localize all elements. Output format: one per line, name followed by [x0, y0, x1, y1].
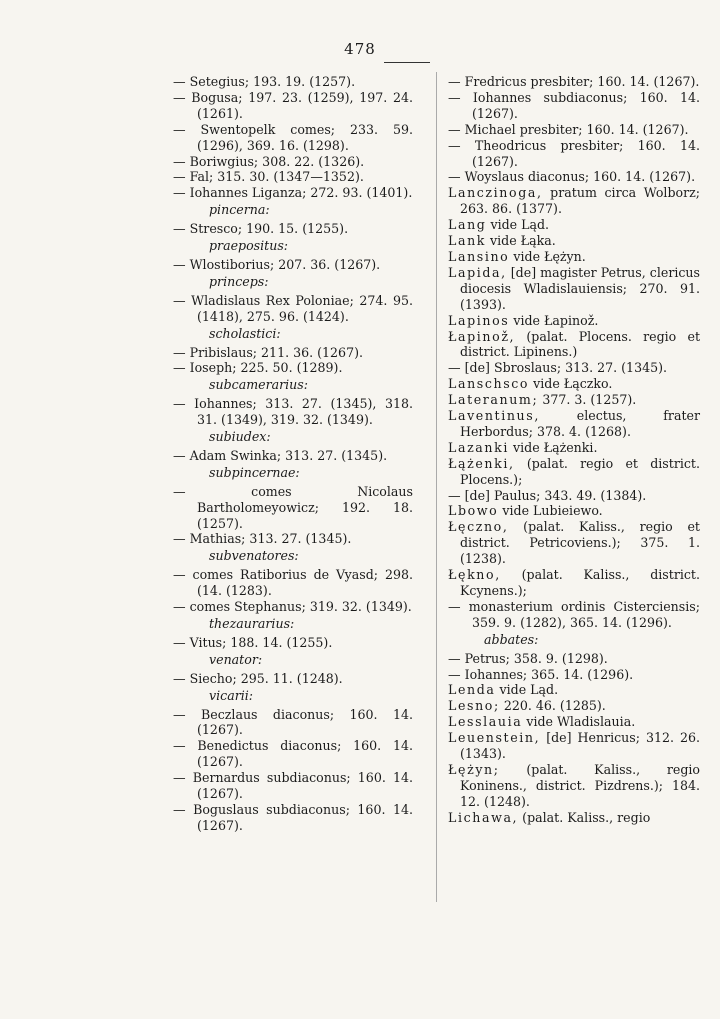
index-subentry: — Swentopelk comes; 233. 59. (1296), 369. 16. (1298). — [173, 122, 413, 154]
index-entry-text: vide Łapinož. — [509, 312, 599, 328]
index-subentry: — comes Nicolaus Bartholomeyowicz; 192. 18. (1257). — [173, 484, 413, 532]
index-subentry: — [de] Paulus; 343. 49. (1384). — [448, 488, 700, 504]
index-entry — [448, 456, 700, 488]
index-headword: Lenda — [448, 682, 496, 698]
index-subentry: — Iohannes Liganza; 272. 93. (1401). — [173, 185, 413, 201]
index-entry — [448, 503, 700, 519]
index-entry-text: (palat. Kaliss., regio et district. Petricoviens.); 375. 1. (1238). — [460, 519, 700, 567]
index-subentry: — Boriwgius; 308. 22. (1326). — [173, 154, 413, 170]
index-subheading: vicarii: — [209, 687, 254, 703]
index-headword: Lapida, — [448, 264, 507, 280]
index-headword: Łapinož, — [448, 328, 516, 344]
index-entry — [448, 810, 700, 826]
index-subentry: — Bogusa; 197. 23. (1259), 197. 24. (1261). — [173, 90, 413, 122]
index-subentry: — Wlostiborius; 207. 36. (1267). — [173, 257, 413, 273]
index-subentry: — Michael presbiter; 160. 14. (1267). — [448, 122, 700, 138]
index-headword: Lanczinoga, — [448, 185, 543, 201]
index-entry — [448, 329, 700, 361]
index-headword: Laventinus, — [448, 408, 540, 424]
index-entry-text: 377. 3. (1257). — [538, 392, 637, 408]
index-entry-text: vide Łąka. — [486, 233, 556, 249]
index-headword: Łążenki, — [448, 455, 515, 471]
index-column-right — [448, 74, 700, 826]
index-headword: Leuenstein, — [448, 730, 541, 746]
index-subentry: — Wladislaus Rex Poloniae; 274. 95. (1418), 275. 96. (1424). — [173, 293, 413, 325]
index-subentry: — Iohannes subdiaconus; 160. 14. (1267). — [448, 90, 700, 122]
index-headword: Łęczno, — [448, 519, 509, 535]
index-subentry: — Iohannes; 313. 27. (1345), 318. 31. (1349), 319. 32. (1349). — [173, 396, 413, 428]
index-subentry: — Boguslaus subdiaconus; 160. 14. (1267). — [173, 802, 413, 834]
index-subheading: subiudex: — [209, 429, 271, 445]
index-entry-text: (palat. Kaliss., district. Kcynens.); — [460, 567, 700, 598]
index-subheading: scholastici: — [209, 325, 281, 341]
index-entry — [448, 313, 700, 329]
index-subentry: — Petrus; 358. 9. (1298). — [448, 651, 700, 667]
index-entry-text: vide Wladislauia. — [522, 714, 636, 730]
index-subheading: subpincernae: — [209, 464, 300, 480]
index-subheading: praepositus: — [209, 238, 289, 254]
index-subentry: — Stresco; 190. 15. (1255). — [173, 221, 413, 237]
index-subentry: — Woyslaus diaconus; 160. 14. (1267). — [448, 169, 700, 185]
index-entry — [448, 730, 700, 762]
column-divider — [436, 72, 437, 902]
index-entry-text: [de] Henricus; 312. 26. (1343). — [460, 730, 700, 762]
index-subentry: — Iohannes; 365. 14. (1296). — [448, 667, 700, 683]
index-headword: Lapinos — [448, 312, 510, 328]
index-headword: Lang — [448, 217, 487, 233]
index-headword: Lanschsco — [448, 376, 530, 392]
index-subheading: abbates: — [484, 631, 539, 647]
index-subheading: subvenatores: — [209, 548, 299, 564]
index-entry-text: (palat. Kaliss., regio — [518, 809, 651, 825]
header-rule — [384, 62, 430, 63]
index-subentry: — Setegius; 193. 19. (1257). — [173, 74, 413, 90]
index-headword: Lazanki — [448, 439, 509, 455]
index-entry — [448, 682, 700, 698]
index-subentry: — Ioseph; 225. 50. (1289). — [173, 360, 413, 376]
index-subentry: — monasterium ordinis Cisterciensis; 359. 9. (1282), 365. 14. (1296). — [448, 599, 700, 631]
index-subentry: — Bernardus subdiaconus; 160. 14. (1267). — [173, 770, 413, 802]
index-entry-text: vide Ląd. — [495, 682, 559, 698]
index-entry — [448, 376, 700, 392]
index-subentry: — Beczlaus diaconus; 160. 14. (1267). — [173, 707, 413, 739]
index-entry-text: 220. 46. (1285). — [499, 698, 606, 714]
index-entry-text: [de] magister Petrus, clericus diocesis Wladislauiensis; 270. 91. (1393). — [460, 264, 700, 312]
index-entry — [448, 519, 700, 567]
index-subheading: thezaurarius: — [209, 616, 295, 631]
index-entry — [448, 408, 700, 440]
index-entry — [448, 185, 700, 217]
index-headword: Lbowo — [448, 503, 499, 519]
index-subentry: — comes Ratiborius de Vyasd; 298. (14. (1283). — [173, 567, 413, 599]
index-entry-text: (palat. Plocens. regio et district. Lipinens.) — [460, 328, 700, 360]
index-column-left — [173, 74, 413, 834]
index-subheading: subcamerarius: — [209, 377, 308, 393]
index-subentry: — Vitus; 188. 14. (1255). — [173, 635, 413, 651]
index-subentry: — Fredricus presbiter; 160. 14. (1267). — [448, 74, 700, 90]
index-subheading: princeps: — [209, 273, 269, 289]
index-entry — [448, 265, 700, 313]
index-entry-text: pratum circa Wolborz; 263. 86. (1377). — [460, 185, 700, 217]
index-entry-text: vide Łążenki. — [509, 439, 598, 455]
index-subentry: — Theodricus presbiter; 160. 14. (1267). — [448, 138, 700, 170]
index-entry — [448, 440, 700, 456]
index-entry-text: vide Ląd. — [486, 217, 550, 233]
index-entry — [448, 714, 700, 730]
index-subheading: venator: — [209, 651, 263, 667]
index-entry-text: vide Łączko. — [529, 376, 613, 392]
index-subentry: — Benedictus diaconus; 160. 14. (1267). — [173, 738, 413, 770]
index-headword: Lansino — [448, 248, 510, 264]
index-entry — [448, 392, 700, 408]
index-headword: Lateranum; — [448, 392, 539, 408]
index-headword: Lesno; — [448, 698, 500, 714]
index-entry-text: vide Łężyn. — [509, 248, 586, 264]
index-entry — [448, 217, 700, 233]
index-entry — [448, 567, 700, 599]
page-number: 478 — [344, 40, 376, 58]
index-subentry: — Siecho; 295. 11. (1248). — [173, 671, 413, 687]
index-subentry: — Mathias; 313. 27. (1345). — [173, 531, 413, 547]
index-entry — [448, 233, 700, 249]
index-subentry: — Fal; 315. 30. (1347—1352). — [173, 169, 413, 185]
index-subentry: — Adam Swinka; 313. 27. (1345). — [173, 448, 413, 464]
index-entry-text: (palat. regio et district. Plocens.); — [460, 455, 700, 487]
index-subentry: — comes Stephanus; 319. 32. (1349). — [173, 599, 413, 615]
index-entry — [448, 762, 700, 810]
index-headword: Łężyn; — [448, 761, 500, 777]
index-entry-text: electus, frater Herbordus; 378. 4. (1268). — [460, 408, 700, 439]
index-headword: Łękno, — [448, 567, 501, 583]
index-entry-text: (palat. Kaliss., regio Koninens., district. Pizdrens.); 184. 12. (1248). — [460, 761, 700, 809]
index-headword: Lank — [448, 233, 487, 249]
index-headword: Lichawa, — [448, 809, 519, 825]
index-headword: Lesslauia — [448, 714, 523, 730]
index-entry — [448, 249, 700, 265]
index-subentry: — Pribislaus; 211. 36. (1267). — [173, 345, 413, 361]
index-entry — [448, 698, 700, 714]
index-subheading: pincerna: — [209, 202, 270, 218]
index-subentry: — [de] Sbroslaus; 313. 27. (1345). — [448, 360, 700, 376]
index-entry-text: vide Lubieiewo. — [498, 503, 603, 519]
